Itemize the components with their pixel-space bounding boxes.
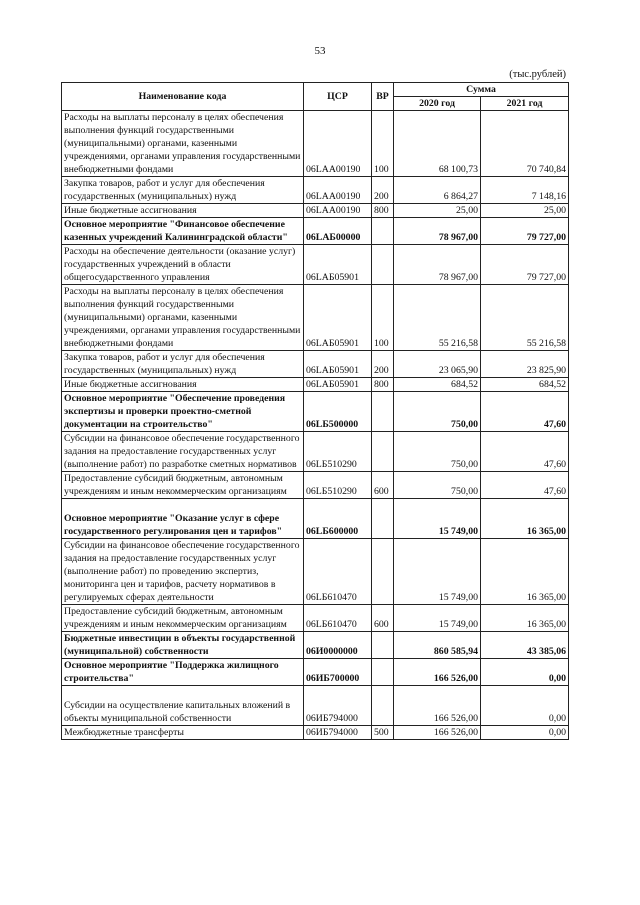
row-csr-code: 06LAБ05901 [304,245,372,285]
row-amount-2020: 23 065,90 [394,351,481,378]
row-amount-2021: 79 727,00 [481,245,569,285]
row-amount-2021: 79 727,00 [481,218,569,245]
row-name: Закупка товаров, работ и услуг для обеспечения государственных (муниципальных) нужд [62,177,304,204]
units-label: (тыс.рублей) [509,69,566,80]
row-amount-2020: 78 967,00 [394,245,481,285]
row-name: Субсидии на осуществление капитальных вложений в объекты муниципальной собственности [62,686,304,726]
row-amount-2021: 7 148,16 [481,177,569,204]
row-name: Основное мероприятие "Оказание услуг в сфере государственного регулирования цен и тарифов" [62,499,304,539]
table-row [62,539,569,605]
row-amount-2021: 16 365,00 [481,539,569,605]
row-csr-code: 06LAБ05901 [304,351,372,378]
row-vr-code: 600 [372,605,394,632]
row-csr-code: 06LAA00190 [304,177,372,204]
row-csr-code: 06LБ610470 [304,605,372,632]
row-amount-2021: 16 365,00 [481,605,569,632]
table-row [62,378,569,392]
row-amount-2020: 166 526,00 [394,659,481,686]
row-vr-code: 500 [372,726,394,740]
row-vr-code: 600 [372,472,394,499]
row-amount-2020: 25,00 [394,204,481,218]
table-body [62,111,569,740]
row-name: Расходы на выплаты персоналу в целях обеспечения выполнения функций государственными (муниципальными) органами, казенными учреждениями, органами управления государственными внебюджетными фондами [62,111,304,177]
row-amount-2020: 684,52 [394,378,481,392]
row-amount-2020: 750,00 [394,392,481,432]
row-csr-code: 06LAБ05901 [304,378,372,392]
row-amount-2021: 0,00 [481,686,569,726]
row-amount-2021: 47,60 [481,392,569,432]
table-row [62,111,569,177]
row-csr-code: 06LБ500000 [304,392,372,432]
row-name: Предоставление субсидий бюджетным, автономным учреждениям и иным некоммерческим организациям [62,472,304,499]
row-amount-2020: 15 749,00 [394,605,481,632]
row-amount-2021: 684,52 [481,378,569,392]
row-csr-code: 06LБ510290 [304,432,372,472]
row-name: Расходы на выплаты персоналу в целях обеспечения выполнения функций государственными (муниципальными) органами, казенными учреждениями, органами управления государственными внебюджетными фондами [62,285,304,351]
row-name: Субсидии на финансовое обеспечение государственного задания на предоставление государственных услуг (выполнение работ) по разработке сметных нормативов [62,432,304,472]
row-amount-2020: 68 100,73 [394,111,481,177]
table-row [62,245,569,285]
row-name: Предоставление субсидий бюджетным, автономным учреждениям и иным некоммерческим организациям [62,605,304,632]
table-row [62,285,569,351]
table-row [62,499,569,539]
table-row [62,686,569,726]
row-vr-code: 200 [372,177,394,204]
row-amount-2021: 47,60 [481,432,569,472]
row-amount-2021: 70 740,84 [481,111,569,177]
row-amount-2020: 166 526,00 [394,726,481,740]
page-number: 53 [314,45,326,57]
table-row [62,472,569,499]
header-sum: Сумма [394,83,569,97]
row-csr-code: 06LБ600000 [304,499,372,539]
row-amount-2021: 43 385,06 [481,632,569,659]
table-row [62,392,569,432]
row-name: Субсидии на финансовое обеспечение государственного задания на предоставление государственных услуг (выполнение работ) по проведению экспертиз, мониторинга цен и тарифов, расчету нормативов в регулируемых сферах деятельности [62,539,304,605]
table-row [62,177,569,204]
row-csr-code: 06И0000000 [304,632,372,659]
table-row [62,659,569,686]
row-vr-code [372,432,394,472]
row-amount-2021: 0,00 [481,659,569,686]
row-name: Иные бюджетные ассигнования [62,378,304,392]
row-amount-2021: 23 825,90 [481,351,569,378]
row-name: Иные бюджетные ассигнования [62,204,304,218]
table-row [62,432,569,472]
row-csr-code: 06LБ610470 [304,539,372,605]
row-csr-code: 06ИБ700000 [304,659,372,686]
row-csr-code: 06ИБ794000 [304,686,372,726]
table-row [62,605,569,632]
row-amount-2021: 16 365,00 [481,499,569,539]
row-csr-code: 06LAБ05901 [304,285,372,351]
header-csr: ЦСР [304,83,372,111]
row-csr-code: 06LAA00190 [304,204,372,218]
row-vr-code [372,392,394,432]
row-amount-2020: 860 585,94 [394,632,481,659]
row-name: Основное мероприятие "Поддержка жилищного строительства" [62,659,304,686]
row-vr-code [372,686,394,726]
row-amount-2021: 0,00 [481,726,569,740]
row-name: Расходы на обеспечение деятельности (оказание услуг) государственных учреждений в области общегосударственного управления [62,245,304,285]
header-year-2021: 2021 год [481,97,569,111]
header-vr: ВР [372,83,394,111]
row-vr-code [372,245,394,285]
row-csr-code: 06LБ510290 [304,472,372,499]
row-vr-code: 800 [372,204,394,218]
table-row [62,204,569,218]
row-vr-code: 800 [372,378,394,392]
table-row [62,218,569,245]
row-vr-code [372,499,394,539]
row-amount-2020: 55 216,58 [394,285,481,351]
header-row-top [62,83,569,97]
table-row [62,632,569,659]
header-year-2020: 2020 год [394,97,481,111]
budget-table [61,82,569,740]
row-amount-2020: 6 864,27 [394,177,481,204]
row-amount-2020: 78 967,00 [394,218,481,245]
row-amount-2020: 750,00 [394,432,481,472]
row-name: Основное мероприятие "Обеспечение проведения экспертизы и проверки проектно-сметной документации на строительство" [62,392,304,432]
row-csr-code: 06LAБ00000 [304,218,372,245]
row-vr-code [372,632,394,659]
row-csr-code: 06LAA00190 [304,111,372,177]
header-name: Наименование кода [62,83,304,111]
row-name: Бюджетные инвестиции в объекты государственной (муниципальной) собственности [62,632,304,659]
table-row [62,351,569,378]
row-amount-2021: 47,60 [481,472,569,499]
row-vr-code [372,218,394,245]
row-vr-code: 100 [372,111,394,177]
row-amount-2020: 750,00 [394,472,481,499]
row-amount-2021: 25,00 [481,204,569,218]
row-vr-code [372,539,394,605]
row-vr-code [372,659,394,686]
row-name: Межбюджетные трансферты [62,726,304,740]
table-row [62,726,569,740]
row-name: Закупка товаров, работ и услуг для обеспечения государственных (муниципальных) нужд [62,351,304,378]
row-name: Основное мероприятие "Финансовое обеспечение казенных учреждений Калининградской области" [62,218,304,245]
row-vr-code: 100 [372,285,394,351]
row-amount-2021: 55 216,58 [481,285,569,351]
row-amount-2020: 15 749,00 [394,499,481,539]
row-vr-code: 200 [372,351,394,378]
row-amount-2020: 15 749,00 [394,539,481,605]
row-csr-code: 06ИБ794000 [304,726,372,740]
row-amount-2020: 166 526,00 [394,686,481,726]
